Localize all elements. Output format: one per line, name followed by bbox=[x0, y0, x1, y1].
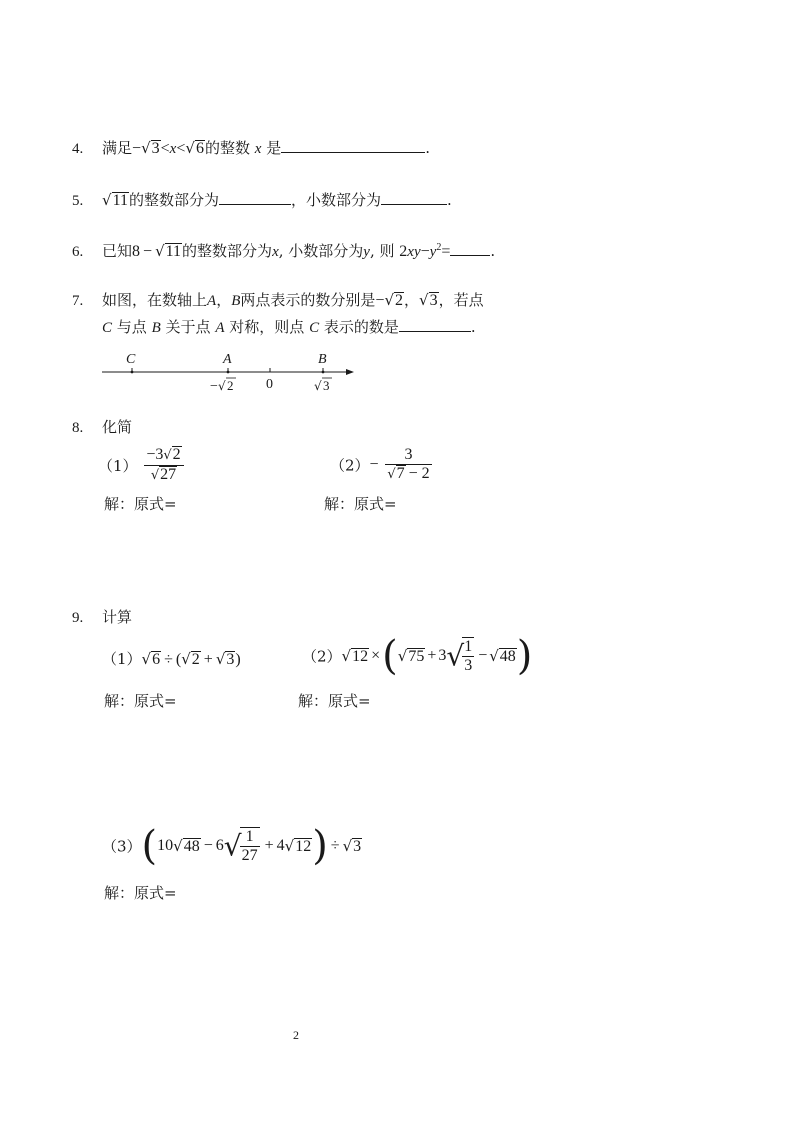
q8-solution-1: 解：原式= bbox=[104, 495, 177, 513]
q9-number: 9. bbox=[72, 610, 84, 626]
q4: 4. 满足−√3<x<√6的整数 x 是 . bbox=[72, 139, 430, 157]
tick-label-B-root: √ bbox=[314, 379, 322, 393]
point-C-dot bbox=[131, 371, 134, 374]
tick-label-A-sign: − bbox=[210, 379, 218, 394]
sqrt-6: √6 bbox=[185, 139, 204, 157]
answer-blank-q4[interactable] bbox=[281, 137, 425, 153]
sqrt-3: √3 bbox=[419, 291, 438, 309]
label-A: A bbox=[223, 352, 232, 367]
q9-part3: （3）(10√48 − 6√ $\frac{1}{27}$ + 4√12) ÷ √3 bbox=[102, 823, 362, 869]
tick-label-0: 0 bbox=[266, 377, 273, 392]
point-A-dot bbox=[227, 371, 230, 374]
q6-number: 6. bbox=[72, 244, 84, 260]
q8-part2: （2）− $\frac{3}{√7 - 2}$ bbox=[330, 446, 430, 482]
answer-blank-q7[interactable] bbox=[399, 316, 471, 332]
label-C: C bbox=[126, 352, 136, 367]
q7-number: 7. bbox=[72, 293, 84, 309]
answer-blank-q5-decimal[interactable] bbox=[381, 189, 447, 205]
q6: 6. 已知8 − √11的整数部分为x, 小数部分为y, 则 $2xy-y^2=$ . bbox=[72, 242, 496, 260]
tick-label-A-radicand: 2 bbox=[227, 378, 234, 393]
q9-part2: （2）√12 ×(√75 + 3√ $\frac{1}{3}$ − √48) bbox=[302, 633, 533, 679]
sqrt-2: √2 bbox=[384, 291, 404, 309]
q7-line2: C 与点 B 关于点 A 对称，则点 C 表示的数是 . bbox=[102, 318, 476, 336]
label-B: B bbox=[318, 352, 327, 367]
page-number: 2 bbox=[293, 1028, 299, 1042]
arrow-right-icon bbox=[346, 369, 354, 375]
answer-blank-q6[interactable] bbox=[450, 240, 490, 256]
q7-line1: 7. 如图，在数轴上A，B两点表示的数分别是−√2，√3，若点 bbox=[72, 291, 484, 309]
sqrt-11: √11 bbox=[155, 242, 182, 260]
fraction: $\frac{3}{√7 - 2}$ bbox=[387, 446, 430, 482]
q9-solution-2: 解：原式= bbox=[298, 692, 371, 710]
q4-number: 4. bbox=[72, 141, 84, 157]
q9-solution-1: 解：原式= bbox=[104, 692, 177, 710]
number-line-figure bbox=[96, 348, 366, 398]
q8-solution-2: 解：原式= bbox=[324, 495, 397, 513]
q8-number: 8. bbox=[72, 420, 84, 436]
q8-part1: （1） $\frac{-3√2}{√27}$ bbox=[98, 446, 186, 485]
tick-label-B-radicand: 3 bbox=[323, 378, 330, 393]
q5-number: 5. bbox=[72, 193, 84, 209]
q9-heading: 9. 计算 bbox=[72, 608, 133, 626]
q8-heading: 8. 化简 bbox=[72, 418, 133, 436]
tick-label-A-root: √ bbox=[218, 379, 226, 393]
q5: 5. √11的整数部分为 ，小数部分为 . bbox=[72, 191, 452, 209]
sqrt-3: √3 bbox=[141, 139, 160, 157]
q9-solution-3: 解：原式= bbox=[104, 884, 177, 902]
sqrt-11: √11 bbox=[102, 191, 128, 209]
q9-part1: （1）√6 ÷ (√2 + √3) bbox=[102, 650, 241, 668]
fraction: $\frac{-3√2}{√27}$ bbox=[144, 446, 183, 485]
point-B-dot bbox=[322, 371, 325, 374]
answer-blank-q5-integer[interactable] bbox=[219, 189, 291, 205]
